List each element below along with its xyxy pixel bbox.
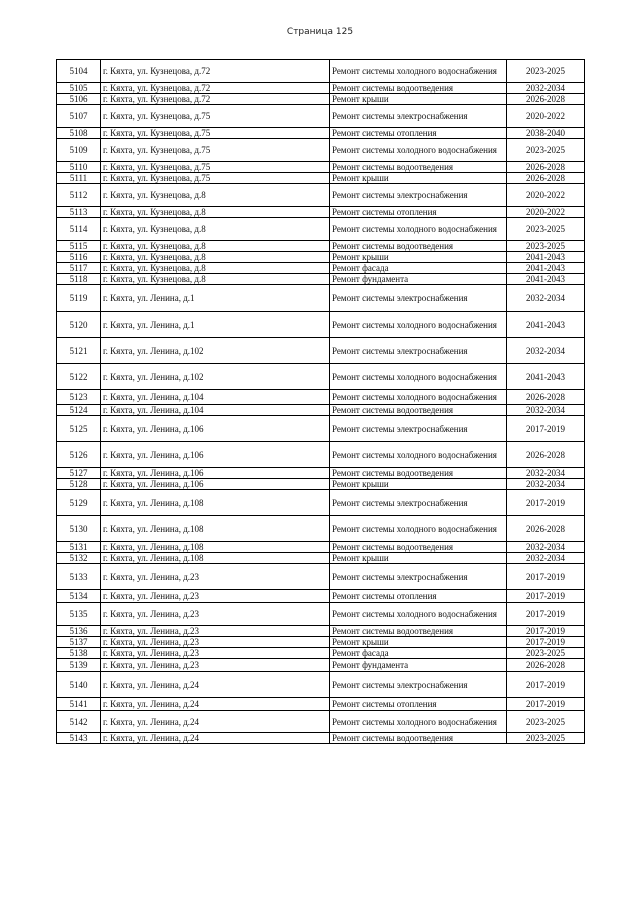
row-number-cell: 5142 bbox=[57, 711, 101, 733]
work-type-cell: Ремонт фасада bbox=[330, 263, 507, 274]
row-number-cell: 5117 bbox=[57, 263, 101, 274]
row-number-cell: 5121 bbox=[57, 338, 101, 364]
work-type-cell: Ремонт системы холодного водоснабжения bbox=[330, 364, 507, 390]
address-cell: г. Кяхта, ул. Кузнецова, д.75 bbox=[101, 173, 330, 184]
row-number-cell: 5109 bbox=[57, 139, 101, 162]
row-number-cell: 5135 bbox=[57, 603, 101, 626]
period-cell: 2023-2025 bbox=[507, 241, 585, 252]
period-cell: 2017-2019 bbox=[507, 698, 585, 711]
row-number-cell: 5112 bbox=[57, 184, 101, 207]
row-number-cell: 5137 bbox=[57, 637, 101, 648]
table-row bbox=[57, 162, 585, 173]
row-number-cell: 5130 bbox=[57, 516, 101, 542]
period-cell: 2041-2043 bbox=[507, 312, 585, 338]
table-row bbox=[57, 468, 585, 479]
row-number-cell: 5119 bbox=[57, 285, 101, 312]
row-number-cell: 5108 bbox=[57, 128, 101, 139]
address-cell: г. Кяхта, ул. Ленина, д.1 bbox=[101, 312, 330, 338]
row-number-cell: 5127 bbox=[57, 468, 101, 479]
row-number-cell: 5124 bbox=[57, 405, 101, 416]
work-type-cell: Ремонт крыши bbox=[330, 553, 507, 564]
work-type-cell: Ремонт системы холодного водоснабжения bbox=[330, 218, 507, 241]
address-cell: г. Кяхта, ул. Кузнецова, д.72 bbox=[101, 94, 330, 105]
period-cell: 2032-2034 bbox=[507, 83, 585, 94]
address-cell: г. Кяхта, ул. Ленина, д.106 bbox=[101, 416, 330, 442]
repair-schedule-table bbox=[56, 59, 585, 744]
work-type-cell: Ремонт системы электроснабжения bbox=[330, 490, 507, 516]
row-number-cell: 5140 bbox=[57, 672, 101, 698]
row-number-cell: 5141 bbox=[57, 698, 101, 711]
work-type-cell: Ремонт системы водоотведения bbox=[330, 542, 507, 553]
period-cell: 2020-2022 bbox=[507, 184, 585, 207]
table-row bbox=[57, 241, 585, 252]
period-cell: 2032-2034 bbox=[507, 338, 585, 364]
work-type-cell: Ремонт системы отопления bbox=[330, 128, 507, 139]
period-cell: 2041-2043 bbox=[507, 263, 585, 274]
work-type-cell: Ремонт системы водоотведения bbox=[330, 162, 507, 173]
address-cell: г. Кяхта, ул. Ленина, д.102 bbox=[101, 338, 330, 364]
table-row bbox=[57, 479, 585, 490]
table-row bbox=[57, 637, 585, 648]
table-row bbox=[57, 416, 585, 442]
page-header: Страница 125 bbox=[286, 27, 354, 37]
table-row bbox=[57, 648, 585, 659]
table-row bbox=[57, 94, 585, 105]
row-number-cell: 5120 bbox=[57, 312, 101, 338]
address-cell: г. Кяхта, ул. Ленина, д.104 bbox=[101, 390, 330, 405]
work-type-cell: Ремонт системы водоотведения bbox=[330, 468, 507, 479]
table-row bbox=[57, 312, 585, 338]
row-number-cell: 5122 bbox=[57, 364, 101, 390]
table-row bbox=[57, 698, 585, 711]
address-cell: г. Кяхта, ул. Кузнецова, д.72 bbox=[101, 83, 330, 94]
work-type-cell: Ремонт системы электроснабжения bbox=[330, 184, 507, 207]
work-type-cell: Ремонт системы холодного водоснабжения bbox=[330, 711, 507, 733]
period-cell: 2041-2043 bbox=[507, 252, 585, 263]
period-cell: 2032-2034 bbox=[507, 542, 585, 553]
row-number-cell: 5115 bbox=[57, 241, 101, 252]
period-cell: 2017-2019 bbox=[507, 637, 585, 648]
work-type-cell: Ремонт системы водоотведения bbox=[330, 241, 507, 252]
address-cell: г. Кяхта, ул. Ленина, д.106 bbox=[101, 468, 330, 479]
period-cell: 2032-2034 bbox=[507, 553, 585, 564]
period-cell: 2026-2028 bbox=[507, 442, 585, 468]
table-row bbox=[57, 218, 585, 241]
row-number-cell: 5129 bbox=[57, 490, 101, 516]
period-cell: 2032-2034 bbox=[507, 285, 585, 312]
period-cell: 2017-2019 bbox=[507, 590, 585, 603]
address-cell: г. Кяхта, ул. Ленина, д.102 bbox=[101, 364, 330, 390]
period-cell: 2017-2019 bbox=[507, 564, 585, 590]
row-number-cell: 5107 bbox=[57, 105, 101, 128]
table-row bbox=[57, 83, 585, 94]
address-cell: г. Кяхта, ул. Ленина, д.23 bbox=[101, 626, 330, 637]
work-type-cell: Ремонт крыши bbox=[330, 173, 507, 184]
address-cell: г. Кяхта, ул. Кузнецова, д.8 bbox=[101, 241, 330, 252]
period-cell: 2023-2025 bbox=[507, 60, 585, 83]
work-type-cell: Ремонт системы холодного водоснабжения bbox=[330, 390, 507, 405]
table-row bbox=[57, 364, 585, 390]
address-cell: г. Кяхта, ул. Кузнецова, д.75 bbox=[101, 139, 330, 162]
address-cell: г. Кяхта, ул. Ленина, д.24 bbox=[101, 698, 330, 711]
work-type-cell: Ремонт системы холодного водоснабжения bbox=[330, 603, 507, 626]
work-type-cell: Ремонт системы отопления bbox=[330, 590, 507, 603]
table-row bbox=[57, 338, 585, 364]
row-number-cell: 5113 bbox=[57, 207, 101, 218]
table-row bbox=[57, 105, 585, 128]
table-row bbox=[57, 442, 585, 468]
period-cell: 2017-2019 bbox=[507, 490, 585, 516]
work-type-cell: Ремонт системы водоотведения bbox=[330, 626, 507, 637]
work-type-cell: Ремонт системы электроснабжения bbox=[330, 564, 507, 590]
table-row bbox=[57, 659, 585, 672]
table-row bbox=[57, 626, 585, 637]
work-type-cell: Ремонт фундамента bbox=[330, 659, 507, 672]
work-type-cell: Ремонт системы электроснабжения bbox=[330, 105, 507, 128]
address-cell: г. Кяхта, ул. Кузнецова, д.75 bbox=[101, 162, 330, 173]
address-cell: г. Кяхта, ул. Ленина, д.24 bbox=[101, 672, 330, 698]
period-cell: 2017-2019 bbox=[507, 626, 585, 637]
address-cell: г. Кяхта, ул. Ленина, д.23 bbox=[101, 637, 330, 648]
address-cell: г. Кяхта, ул. Ленина, д.23 bbox=[101, 564, 330, 590]
row-number-cell: 5128 bbox=[57, 479, 101, 490]
work-type-cell: Ремонт системы электроснабжения bbox=[330, 285, 507, 312]
work-type-cell: Ремонт системы электроснабжения bbox=[330, 338, 507, 364]
address-cell: г. Кяхта, ул. Ленина, д.24 bbox=[101, 733, 330, 744]
work-type-cell: Ремонт системы холодного водоснабжения bbox=[330, 139, 507, 162]
work-type-cell: Ремонт системы электроснабжения bbox=[330, 672, 507, 698]
table-row bbox=[57, 60, 585, 83]
row-number-cell: 5105 bbox=[57, 83, 101, 94]
period-cell: 2023-2025 bbox=[507, 648, 585, 659]
address-cell: г. Кяхта, ул. Ленина, д.24 bbox=[101, 711, 330, 733]
table-row bbox=[57, 128, 585, 139]
period-cell: 2020-2022 bbox=[507, 207, 585, 218]
address-cell: г. Кяхта, ул. Кузнецова, д.8 bbox=[101, 252, 330, 263]
row-number-cell: 5131 bbox=[57, 542, 101, 553]
table-row bbox=[57, 516, 585, 542]
address-cell: г. Кяхта, ул. Ленина, д.106 bbox=[101, 442, 330, 468]
period-cell: 2017-2019 bbox=[507, 603, 585, 626]
row-number-cell: 5114 bbox=[57, 218, 101, 241]
row-number-cell: 5143 bbox=[57, 733, 101, 744]
period-cell: 2026-2028 bbox=[507, 659, 585, 672]
work-type-cell: Ремонт фасада bbox=[330, 648, 507, 659]
work-type-cell: Ремонт системы водоотведения bbox=[330, 733, 507, 744]
row-number-cell: 5133 bbox=[57, 564, 101, 590]
row-number-cell: 5106 bbox=[57, 94, 101, 105]
period-cell: 2041-2043 bbox=[507, 364, 585, 390]
address-cell: г. Кяхта, ул. Ленина, д.108 bbox=[101, 516, 330, 542]
row-number-cell: 5139 bbox=[57, 659, 101, 672]
period-cell: 2026-2028 bbox=[507, 94, 585, 105]
period-cell: 2026-2028 bbox=[507, 516, 585, 542]
table-row bbox=[57, 711, 585, 733]
period-cell: 2023-2025 bbox=[507, 139, 585, 162]
table-row bbox=[57, 285, 585, 312]
row-number-cell: 5111 bbox=[57, 173, 101, 184]
address-cell: г. Кяхта, ул. Ленина, д.106 bbox=[101, 479, 330, 490]
work-type-cell: Ремонт фундамента bbox=[330, 274, 507, 285]
row-number-cell: 5104 bbox=[57, 60, 101, 83]
period-cell: 2032-2034 bbox=[507, 468, 585, 479]
table-row bbox=[57, 252, 585, 263]
address-cell: г. Кяхта, ул. Кузнецова, д.8 bbox=[101, 184, 330, 207]
table-row bbox=[57, 207, 585, 218]
table-row bbox=[57, 564, 585, 590]
row-number-cell: 5134 bbox=[57, 590, 101, 603]
address-cell: г. Кяхта, ул. Кузнецова, д.72 bbox=[101, 60, 330, 83]
table-row bbox=[57, 603, 585, 626]
period-cell: 2017-2019 bbox=[507, 416, 585, 442]
table-row bbox=[57, 542, 585, 553]
work-type-cell: Ремонт системы холодного водоснабжения bbox=[330, 442, 507, 468]
work-type-cell: Ремонт системы отопления bbox=[330, 698, 507, 711]
table-body bbox=[57, 60, 585, 744]
work-type-cell: Ремонт крыши bbox=[330, 94, 507, 105]
row-number-cell: 5118 bbox=[57, 274, 101, 285]
work-type-cell: Ремонт системы холодного водоснабжения bbox=[330, 60, 507, 83]
table-row bbox=[57, 390, 585, 405]
row-number-cell: 5123 bbox=[57, 390, 101, 405]
period-cell: 2026-2028 bbox=[507, 173, 585, 184]
work-type-cell: Ремонт крыши bbox=[330, 637, 507, 648]
address-cell: г. Кяхта, ул. Ленина, д.23 bbox=[101, 603, 330, 626]
period-cell: 2026-2028 bbox=[507, 390, 585, 405]
row-number-cell: 5116 bbox=[57, 252, 101, 263]
period-cell: 2032-2034 bbox=[507, 479, 585, 490]
work-type-cell: Ремонт крыши bbox=[330, 252, 507, 263]
work-type-cell: Ремонт системы холодного водоснабжения bbox=[330, 516, 507, 542]
address-cell: г. Кяхта, ул. Кузнецова, д.8 bbox=[101, 218, 330, 241]
table-row bbox=[57, 590, 585, 603]
address-cell: г. Кяхта, ул. Ленина, д.1 bbox=[101, 285, 330, 312]
row-number-cell: 5126 bbox=[57, 442, 101, 468]
row-number-cell: 5136 bbox=[57, 626, 101, 637]
table-row bbox=[57, 184, 585, 207]
address-cell: г. Кяхта, ул. Ленина, д.108 bbox=[101, 542, 330, 553]
table-row bbox=[57, 672, 585, 698]
address-cell: г. Кяхта, ул. Ленина, д.108 bbox=[101, 553, 330, 564]
address-cell: г. Кяхта, ул. Ленина, д.23 bbox=[101, 659, 330, 672]
period-cell: 2038-2040 bbox=[507, 128, 585, 139]
work-type-cell: Ремонт системы отопления bbox=[330, 207, 507, 218]
table-row bbox=[57, 263, 585, 274]
address-cell: г. Кяхта, ул. Кузнецова, д.8 bbox=[101, 263, 330, 274]
work-type-cell: Ремонт системы электроснабжения bbox=[330, 416, 507, 442]
period-cell: 2026-2028 bbox=[507, 162, 585, 173]
address-cell: г. Кяхта, ул. Кузнецова, д.75 bbox=[101, 105, 330, 128]
table-row bbox=[57, 139, 585, 162]
table-row bbox=[57, 405, 585, 416]
row-number-cell: 5110 bbox=[57, 162, 101, 173]
work-type-cell: Ремонт системы водоотведения bbox=[330, 405, 507, 416]
work-type-cell: Ремонт системы холодного водоснабжения bbox=[330, 312, 507, 338]
address-cell: г. Кяхта, ул. Кузнецова, д.8 bbox=[101, 274, 330, 285]
row-number-cell: 5138 bbox=[57, 648, 101, 659]
address-cell: г. Кяхта, ул. Ленина, д.23 bbox=[101, 648, 330, 659]
period-cell: 2023-2025 bbox=[507, 711, 585, 733]
table-row bbox=[57, 173, 585, 184]
table-row bbox=[57, 274, 585, 285]
work-type-cell: Ремонт системы водоотведения bbox=[330, 83, 507, 94]
period-cell: 2020-2022 bbox=[507, 105, 585, 128]
table-row bbox=[57, 553, 585, 564]
period-cell: 2023-2025 bbox=[507, 733, 585, 744]
table-row bbox=[57, 490, 585, 516]
address-cell: г. Кяхта, ул. Ленина, д.104 bbox=[101, 405, 330, 416]
address-cell: г. Кяхта, ул. Ленина, д.108 bbox=[101, 490, 330, 516]
address-cell: г. Кяхта, ул. Ленина, д.23 bbox=[101, 590, 330, 603]
work-type-cell: Ремонт крыши bbox=[330, 479, 507, 490]
address-cell: г. Кяхта, ул. Кузнецова, д.75 bbox=[101, 128, 330, 139]
period-cell: 2023-2025 bbox=[507, 218, 585, 241]
row-number-cell: 5132 bbox=[57, 553, 101, 564]
period-cell: 2032-2034 bbox=[507, 405, 585, 416]
row-number-cell: 5125 bbox=[57, 416, 101, 442]
table-row bbox=[57, 733, 585, 744]
period-cell: 2017-2019 bbox=[507, 672, 585, 698]
period-cell: 2041-2043 bbox=[507, 274, 585, 285]
address-cell: г. Кяхта, ул. Кузнецова, д.8 bbox=[101, 207, 330, 218]
